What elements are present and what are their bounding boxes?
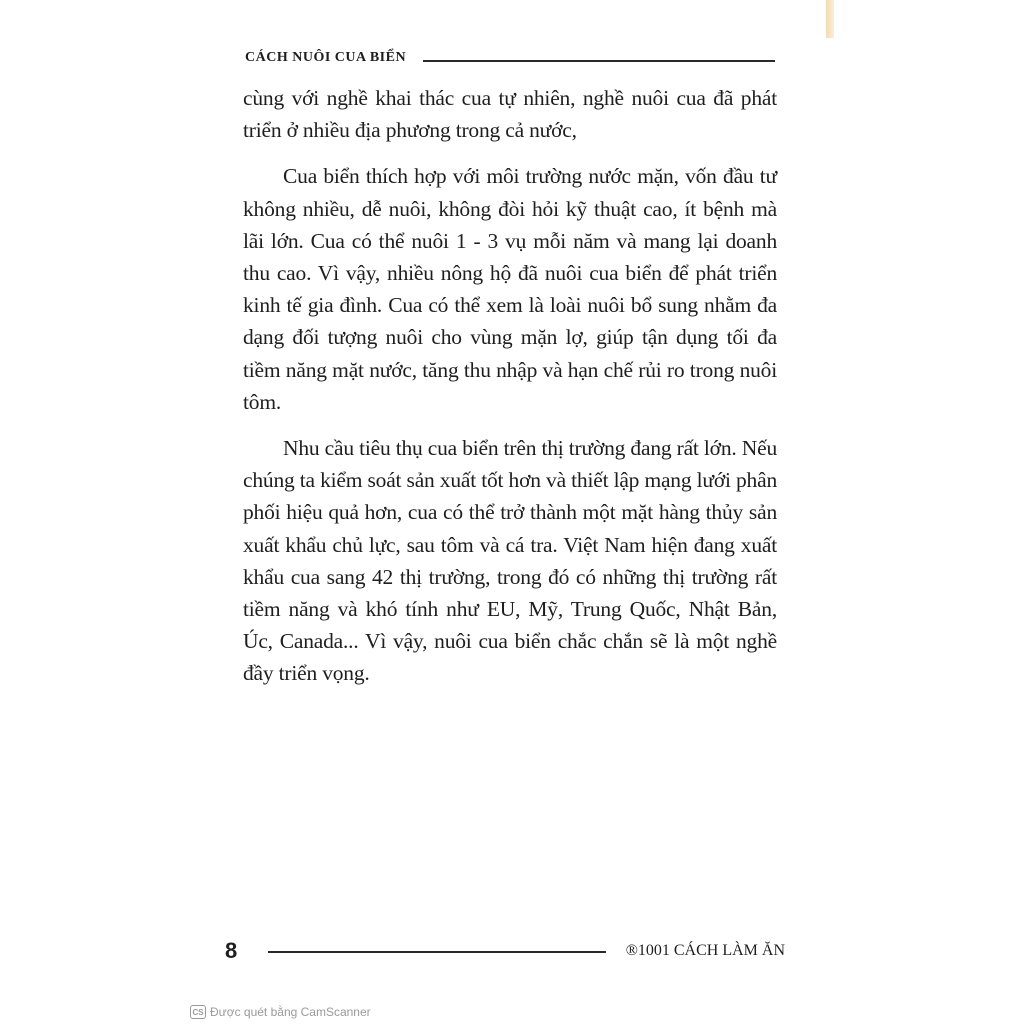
scanner-watermark xyxy=(190,1003,371,1021)
running-header xyxy=(245,50,775,72)
camscanner-logo-icon: CS xyxy=(190,1005,206,1019)
page-edge-mark xyxy=(826,0,834,38)
page-footer xyxy=(225,938,785,968)
page-number: 8 xyxy=(225,938,238,963)
header-rule xyxy=(423,60,775,62)
paragraph-3: Nhu cầu tiêu thụ cua biển trên thị trường đang rất lớn. Nếu chúng ta kiểm soát sản xuất tốt hơn và thiết lập mạng lưới phân phối hiệu quả hơn, cua có thể trở thành một mặt hàng thủy sản xuất khẩu chủ lực, sau tôm và cá tra. Việt Nam hiện đang xuất khẩu cua sang 42 thị trường, trong đó có những thị trường rất tiềm năng và khó tính như EU, Mỹ, Trung Quốc, Nhật Bản, Úc, Canada... Vì vậy, nuôi cua biển chắc chắn sẽ là một nghề đầy triển vọng. xyxy=(243,436,777,686)
series-title: ®1001 CÁCH LÀM ĂN xyxy=(625,942,785,959)
footer-rule xyxy=(268,951,606,953)
paragraph-1: cùng với nghề khai thác cua tự nhiên, nghề nuôi cua đã phát triển ở nhiều địa phương trong cả nước, xyxy=(243,86,777,143)
running-title: CÁCH NUÔI CUA BIỂN xyxy=(245,50,407,65)
paragraph-2: Cua biển thích hợp với môi trường nước mặn, vốn đầu tư không nhiều, dễ nuôi, không đòi hỏi kỹ thuật cao, ít bệnh mà lãi lớn. Cua có thể nuôi 1 - 3 vụ mỗi năm và mang lại doanh thu cao. Vì vậy, nhiều nông hộ đã nuôi cua biển để phát triển kinh tế gia đình. Cua có thể xem là loài nuôi bổ sung nhằm đa dạng đối tượng nuôi cho vùng mặn lợ, giúp tận dụng tối đa tiềm năng mặt nước, tăng thu nhập và hạn chế rủi ro trong nuôi tôm. xyxy=(243,164,777,414)
scanner-watermark-text: Được quét bằng CamScanner xyxy=(210,1005,371,1019)
body-text xyxy=(243,82,777,704)
